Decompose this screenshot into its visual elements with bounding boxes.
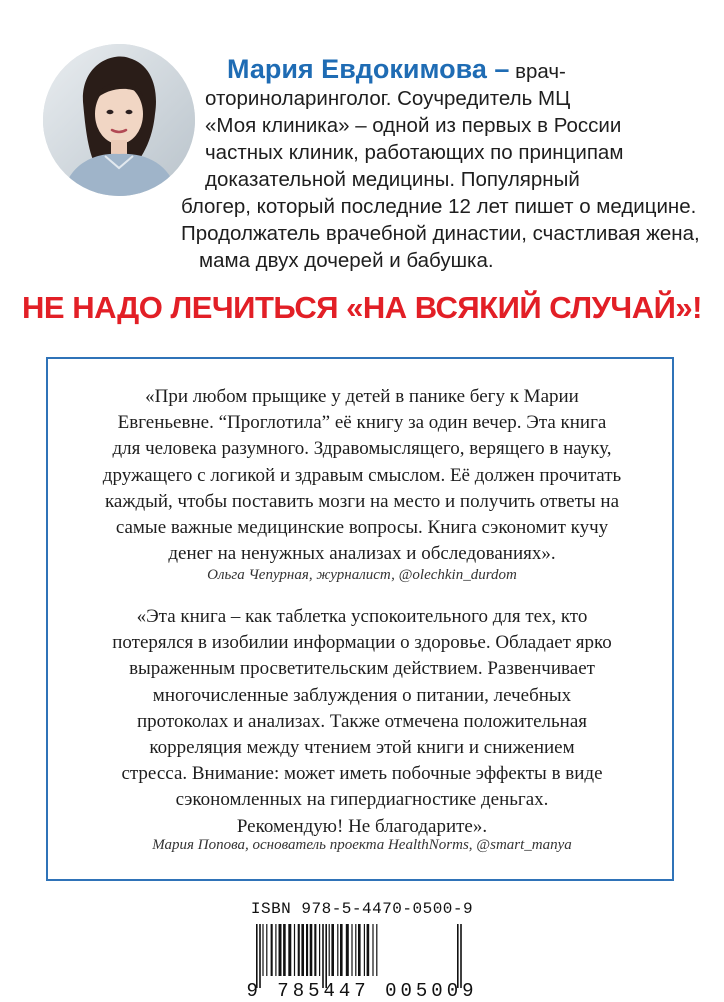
barcode-bar (298, 924, 300, 976)
barcode-bar (279, 924, 282, 976)
barcode-bar (301, 924, 304, 976)
barcode-bar (266, 924, 267, 976)
barcode-bar (310, 924, 313, 976)
barcode-bar (355, 924, 356, 976)
testimonial-2-attribution: Мария Попова, основатель проекта HealthNorms, @smart_manya (152, 837, 572, 853)
bio-line-1 (227, 56, 685, 85)
barcode-bar (325, 924, 327, 988)
barcode-bar (346, 924, 349, 976)
barcode-bar (376, 924, 377, 976)
barcode-bar (329, 924, 330, 976)
isbn-label: ISBN 978-5-4470-0500-9 (250, 900, 474, 918)
testimonial-1-line: дружащего с логикой и здравым смыслом. Её должен прочитать (102, 464, 622, 486)
bio-line-1-rest: врач- (515, 60, 566, 83)
barcode-bar (337, 924, 338, 976)
barcode-bar (364, 924, 365, 976)
author-bio (181, 54, 700, 274)
barcode-bar (294, 924, 295, 976)
author-name: Мария Евдокимова – (227, 54, 510, 84)
barcode-bar (314, 924, 316, 976)
testimonial-2-line: сэкономленных на гипердиагностике деньгах. (175, 789, 549, 811)
testimonial-1-line: самые важные медицинские вопросы. Книга сэкономит кучу (115, 517, 609, 539)
barcode-bar (457, 924, 459, 988)
testimonial-2-line: стресса. Внимание: может иметь побочные эффекты в виде (121, 763, 603, 785)
barcode-bar (256, 924, 258, 988)
bio-line-7: Продолжатель врачебной династии, счастливая жена, (181, 222, 700, 245)
barcode-bar (262, 924, 263, 976)
barcode-bar (460, 924, 462, 988)
barcode-bar (367, 924, 370, 976)
testimonial-1-attribution: Ольга Чепурная, журналист, @olechkin_durdom (207, 567, 517, 583)
testimonial-2-line: многочисленные заблуждения о питании, лечебных (152, 684, 572, 706)
testimonial-1-line: Евгеньевне. “Проглотила” её книгу за один вечер. Эта книга (117, 412, 607, 434)
barcode-bars (252, 924, 472, 988)
testimonial-2 (48, 604, 676, 840)
author-photo (43, 44, 195, 196)
barcode-bar (340, 924, 343, 976)
bio-line-6: блогер, который последние 12 лет пишет о медицине. (181, 195, 697, 218)
testimonial-2-line: потерялся в изобилии информации о здоровье. Обладает ярко (112, 632, 612, 654)
bio-line-5: доказательной медицины. Популярный (205, 168, 580, 191)
testimonials-frame (46, 357, 674, 881)
testimonial-2-line: корреляция между чтением этой книги и снижением (149, 737, 575, 759)
barcode-bar (275, 924, 276, 976)
barcode-bar (271, 924, 273, 976)
isbn-barcode (240, 900, 484, 1000)
author-portrait-image (43, 44, 195, 196)
bio-line-4: частных клиник, работающих по принципам (205, 141, 624, 164)
barcode-bar (306, 924, 308, 976)
barcode-bar (351, 924, 352, 976)
barcode-bar (358, 924, 361, 976)
barcode-bar (322, 924, 324, 988)
barcode-bar (331, 924, 334, 976)
barcode-digits: 9 785447 005009 (246, 980, 478, 1002)
barcode-bar (283, 924, 286, 976)
barcode-bar (288, 924, 291, 976)
testimonial-2-line: выраженным просветительским действием. Развенчивает (129, 658, 595, 680)
testimonial-1 (48, 384, 676, 567)
bio-line-8: мама двух дочерей и бабушка. (199, 249, 494, 272)
barcode-bar (259, 924, 261, 988)
slogan-heading: НЕ НАДО ЛЕЧИТЬСЯ «НА ВСЯКИЙ СЛУЧАЙ»! (22, 290, 702, 325)
testimonial-1-line: денег на ненужных анализах и обследованиях». (168, 543, 556, 565)
barcode-bar (319, 924, 320, 976)
barcode-bar (372, 924, 373, 976)
testimonial-1-line: каждый, чтобы поставить мозги на место и получить ответы на (104, 490, 620, 512)
bio-line-2: оториноларинголог. Соучредитель МЦ (205, 87, 571, 110)
testimonial-1-line: «При любом прыщике у детей в панике бегу к Марии (145, 386, 579, 407)
testimonial-2-line: Рекомендую! Не благодарите». (236, 815, 488, 837)
testimonial-1-line: для человека разумного. Здравомыслящего, верящего в науку, (112, 438, 612, 460)
testimonial-2-line: «Эта книга – как таблетка успокоительного для тех, кто (136, 606, 588, 627)
bio-line-3: «Моя клиника» – одной из первых в России (205, 114, 622, 137)
testimonial-2-line: протоколах и анализах. Также отмечена положительная (136, 710, 588, 732)
